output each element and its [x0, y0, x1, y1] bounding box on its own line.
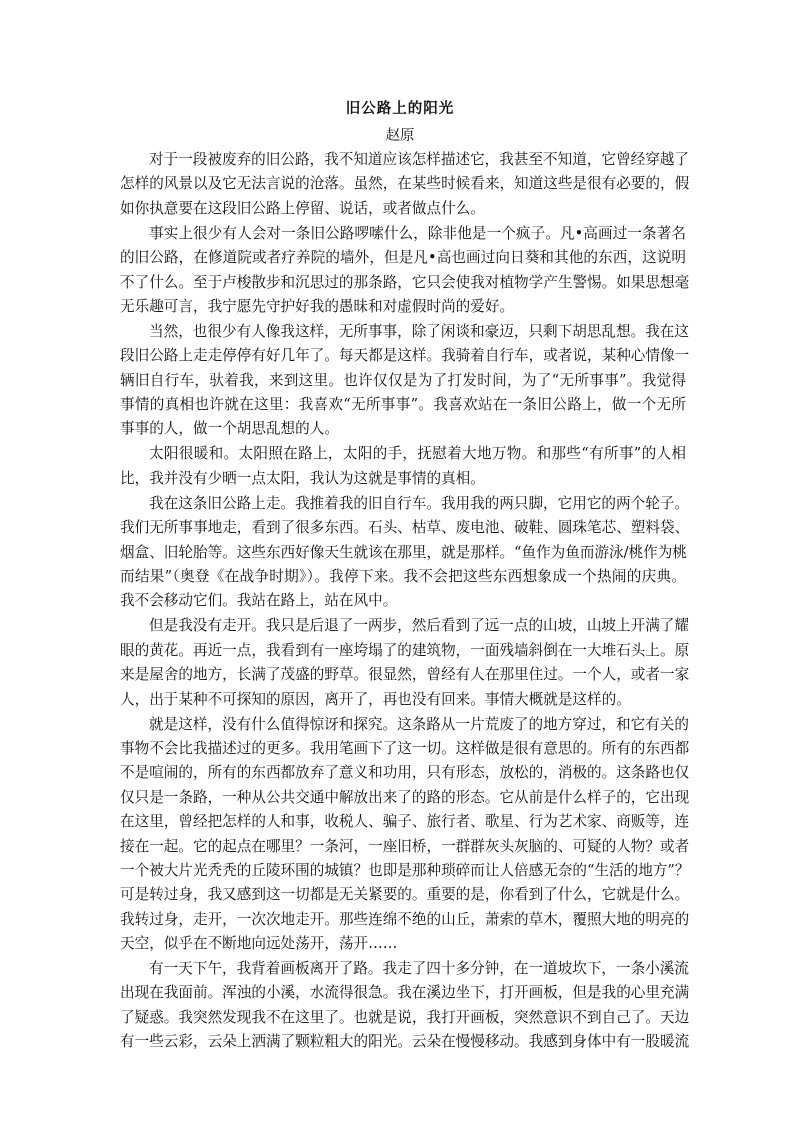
paragraph-line: 仅只是一条路，一种从公共交通中解放出来了的路的形态。它从前是什么样子的，它出现	[120, 788, 690, 806]
paragraph-line: 比，我并没有少晒一点太阳，我认为这就是事情的真相。	[120, 469, 485, 487]
paragraph-line: 可是转过身，我又感到这一切都是无关紧要的。重要的是，你看到了什么，它就是什么。	[120, 886, 690, 904]
paragraph-line: 一个被大片光秃秃的丘陵环围的城镇？也即是那种琐碎而让人倍感无奈的“生活的地方”？	[120, 861, 690, 879]
paragraph-line: 事实上很少有人会对一条旧公路啰嗦什么，除非他是一个疯子。凡•高画过一条著名	[149, 224, 686, 242]
paragraph	[120, 713, 690, 957]
paragraph-line: 事事的人，做一个胡思乱想的人。	[120, 420, 339, 438]
paragraph-line: 来是屋舍的地方，长满了茂盛的野草。很显然，曾经有人在那里住过。一个人，或者一家	[120, 666, 690, 684]
paragraph-line: 人，出于某种不可探知的原因，离开了，再也没有回来。事情大概就是这样的。	[120, 690, 631, 708]
paragraph-line: 眼的黄花。再近一点，我看到有一座垮塌了的建筑物，一面残墙斜倒在一大堆石头上。原	[120, 641, 690, 659]
essay-body	[120, 148, 690, 1055]
paragraph-line: 不了什么。至于卢梭散步和沉思过的那条路，它只会使我对植物学产生警惕。如果思想毫	[120, 273, 690, 291]
paragraph	[120, 492, 690, 614]
paragraph-line: 怎样的风景以及它无法言说的沧落。虽然，在某些时候看来，知道这些是很有必要的，假	[120, 175, 690, 193]
paragraph-line: 了疑惑。我突然发现我不在这里了。也就是说，我打开画板，突然意识不到自己了。天边	[120, 1008, 690, 1026]
paragraph-line: 有一些云彩，云朵上洒满了颗粒粗大的阳光。云朵在慢慢移动。我感到身体中有一股暖流	[120, 1033, 690, 1051]
paragraph-line: 事物不会比我描述过的更多。我用笔画下了这一切。这样做是很有意思的。所有的东西都	[120, 739, 690, 757]
paragraph-line: 有一天下午，我背着画板离开了路。我走了四十多分钟，在一道坡坎下，一条小溪流	[149, 960, 689, 978]
paragraph-line: 不是喧闹的，所有的东西都放弃了意义和功用，只有形态，放松的，消极的。这条路也仅	[120, 764, 690, 782]
paragraph	[120, 148, 690, 221]
paragraph	[120, 957, 690, 1055]
paragraph-line: 我转过身，走开，一次次地走开。那些连绵不绝的山丘，萧索的草木，覆照大地的明亮的	[120, 910, 690, 928]
paragraph-line: 段旧公路上走走停停有好几年了。每天都是这样。我骑着自行车，或者说，某种心情像一	[120, 347, 690, 365]
essay-title: 旧公路上的阳光	[345, 100, 455, 117]
paragraph-line: 而结果”（奥登《在战争时期》）。我停下来。我不会把这些东西想象成一个热闹的庆典。	[120, 568, 686, 586]
paragraph-line: 事情的真相也许就在这里：我喜欢“无所事事”。我喜欢站在一条旧公路上，做一个无所	[120, 396, 686, 414]
paragraph	[120, 442, 686, 491]
paragraph-line: 的旧公路，在修道院或者疗养院的墙外，但是凡•高也画过向日葵和其他的东西，这说明	[120, 249, 686, 267]
essay-author: 赵原	[385, 128, 415, 144]
paragraph-line: 无乐趣可言，我宁愿先守护好我的愚昧和对虚假时尚的爱好。	[120, 297, 515, 315]
paragraph	[120, 222, 690, 320]
paragraph-line: 如你执意要在这段旧公路上停留、说话，或者做点什么。	[120, 199, 485, 217]
paragraph-line: 出现在我面前。浑浊的小溪，水流得很急。我在溪边坐下，打开画板，但是我的心里充满	[120, 984, 690, 1002]
paragraph-line: 辆旧自行车，驮着我，来到这里。也许仅仅是为了打发时间，为了“无所事事”。我觉得	[120, 371, 686, 389]
paragraph	[120, 320, 690, 442]
paragraph-line: 但是我没有走开。我只是后退了一两步，然后看到了远一点的山坡，山坡上开满了耀	[149, 617, 689, 635]
paragraph	[120, 614, 690, 712]
paragraph-line: 我们无所事事地走，看到了很多东西。石头、枯草、废电池、破鞋、圆珠笔芯、塑料袋、	[120, 519, 690, 537]
paragraph-line: 当然，也很少有人像我这样，无所事事，除了闲谈和豪迈，只剩下胡思乱想。我在这	[149, 322, 689, 340]
paragraph-line: 就是这样，没有什么值得惊讶和探究。这条路从一片荒废了的地方穿过，和它有关的	[149, 715, 689, 733]
paragraph-line: 对于一段被废弃的旧公路，我不知道应该怎样描述它，我甚至不知道，它曾经穿越了	[149, 151, 689, 168]
paragraph-line: 接在一起。它的起点在哪里？一条河，一座旧桥，一群群灰头灰脑的、可疑的人物？或者	[120, 837, 690, 855]
paragraph-line: 在这里，曾经把怎样的人和事，收税人、骗子、旅行者、歌星、行为艺术家、商贩等，连	[120, 813, 690, 831]
paragraph-line: 烟盒、旧轮胎等。这些东西好像天生就该在那里，就是那样。“鱼作为鱼而游泳/桃作为桃	[120, 543, 687, 561]
paragraph-line: 天空，似乎在不断地向远处荡开，荡开……	[120, 935, 398, 953]
paragraph-line: 我不会移动它们。我站在路上，站在风中。	[120, 592, 398, 610]
paragraph-line: 太阳很暖和。太阳照在路上，太阳的手，抚慰着大地万物。和那些“有所事”的人相	[149, 445, 686, 463]
paragraph-line: 我在这条旧公路上走。我推着我的旧自行车。我用我的两只脚，它用它的两个轮子。	[149, 494, 689, 512]
